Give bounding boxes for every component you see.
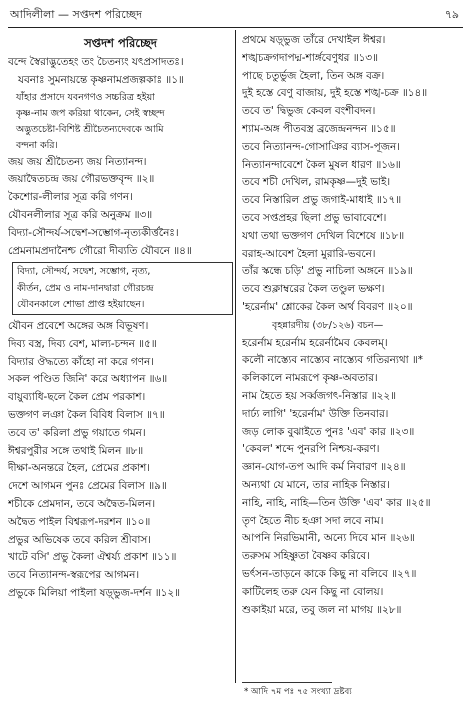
page-number: ৭৯	[444, 7, 459, 21]
verse-line: তবে সপ্তপ্রহর ছিলা প্রভু ভাবাবেশে।	[242, 211, 387, 224]
verse-line: যবনাঃ সুমনায়ন্তে কৃষ্ণনামপ্রজল্পকাঃ ॥১॥	[18, 73, 184, 86]
verse-line: নাম হৈতে হয় সর্ব্বজগৎ-নিস্তার ॥২২॥	[242, 389, 396, 402]
verse-line: শুকাইয়া মরে, তবু জল না মাগয় ॥২৮॥	[242, 603, 402, 616]
verse-line: তৃণ হৈতে নীচ হঞা সদা লবে নাম।	[242, 514, 384, 527]
verse-line: আপনি নিরভিমানী, অন্যে দিবে মান ॥২৬॥	[242, 532, 415, 545]
verse-line: জ্ঞান-যোগ-তপ আদি কর্ম নিবারণ ॥২৪॥	[242, 461, 406, 474]
verse-line: বিদ্যার ঔদ্ধত্যে কাঁহো না করে গণন।	[8, 355, 154, 368]
verse-line: জয়াদ্বৈতচন্দ্র জয় গৌরভক্তবৃন্দ ॥২॥	[8, 173, 155, 186]
chapter-heading: সপ্তদশ পরিচ্ছেদ	[84, 36, 157, 50]
verse-line: বন্দে স্বৈরাদ্ভুতেহং তং চৈতন্যং যৎপ্রসাদতঃ।	[8, 56, 184, 68]
verse-line: সকল পণ্ডিত জিনি' করে অধ্যাপন ॥৬॥	[8, 373, 168, 386]
verse-line: বিদ্যা-সৌন্দর্য-সদ্বেশ-সম্ভোগ-নৃত্যকীর্ত্তনৈঃ।	[8, 226, 179, 239]
commentary-line: কৃষ্ণ-নাম জপ করিয়া থাকেন, সেই স্বচ্ছন্দ	[16, 107, 165, 119]
verse-line: নাহি, নাহি, নাহি—তিন উক্তি 'এব' কার ॥২৫॥	[242, 496, 431, 509]
verse-line: 'হরের্নাম' শ্লোকের কৈল অর্থ বিবরণ ॥২০॥	[242, 300, 413, 313]
verse-line: দীক্ষা-অনন্তরে হৈল, প্রেমের প্রকাশ।	[8, 462, 151, 475]
verse-line: কৈশোর-লীলার সূত্র করি গণন।	[8, 191, 133, 204]
verse-line: তবে ত' দ্বিভুজ কেবল বংশীবদন।	[242, 105, 376, 118]
verse-line: ভর্ৎসন-তাড়নে কাকে কিছু না বলিবে ॥২৭॥	[242, 567, 417, 580]
column-divider	[235, 30, 236, 683]
verse-line: 'কেবল' শব্দে পুনরপি নিশ্চয়-করণ।	[242, 443, 380, 456]
verse-line: তবে শচী দেখিল, রামকৃষ্ণ—দুই ভাই।	[242, 176, 391, 189]
verse-line: প্রভুর অভিষেক তবে করিল শ্রীবাস।	[8, 533, 151, 546]
verse-line: জয় জয় শ্রীচৈতন্য জয় নিত্যানন্দ।	[8, 155, 147, 168]
running-header	[10, 6, 459, 24]
verse-line: শ্যাম-অঙ্গ পীতবস্ত্র ব্রজেন্দ্রনন্দন ॥১৫॥	[242, 122, 396, 135]
verse-line: অন্যথা যে মানে, তার নাহিক নিস্তার।	[242, 478, 390, 491]
verse-line: তবে ত' করিলা প্রভু গয়াতে গমন।	[8, 426, 146, 439]
footnote-rule	[242, 682, 332, 683]
quote-line: হরের্নাম হরের্নাম হরের্নামৈব কেবলম্।	[242, 336, 388, 349]
verse-line: শঙ্খচক্রগদাপদ্ম-শার্ঙ্গবেণুধর ॥১৩॥	[242, 51, 378, 64]
commentary-line: যৌবনকালে শোভা প্রাপ্ত হইয়াছেন।	[17, 298, 145, 310]
verse-line: দেশে আগমন পুনঃ প্রেমের বিলাস ॥৯॥	[8, 480, 167, 493]
commentary-line: বন্দনা করি।	[16, 139, 58, 151]
verse-line: ঈশ্বরপুরীর সঙ্গে তথাই মিলন ॥৮॥	[8, 444, 144, 457]
verse-line: শচীকে প্রেমদান, তবে অদ্বৈত-মিলন।	[8, 497, 156, 510]
verse-line: অদ্বৈত পাইল বিশ্বরূপ-দরশন ॥১০॥	[8, 515, 151, 528]
commentary-line: অদ্ভুতচেষ্টা-বিশিষ্ট শ্রীচৈতন্যদেবকে আমি	[16, 123, 164, 135]
running-title: আদিলীলা — সপ্তদশ পরিচ্ছেদ	[10, 7, 142, 21]
verse-line: দার্ঢ্য লাগি' 'হরের্নাম' উক্তি তিনবার।	[242, 407, 389, 420]
verse-line: তবে শুক্লাম্বরের কৈল তণ্ডুল ভক্ষণ।	[242, 283, 385, 296]
commentary-line: বিদ্যা, সৌন্দর্য, সদ্বেশ, সম্ভোগ, নৃত্য,	[17, 266, 151, 278]
verse-line: প্রথমে ষড়্ভুজ তাঁরে দেখাইল ঈশ্বর।	[242, 34, 386, 46]
verse-line: বরাহ-আবেশ হৈলা মুরারি-ভবনে।	[242, 247, 376, 260]
right-column	[242, 32, 467, 619]
verse-line: খাটে বসি' প্রভু কৈলা ঐশ্বর্য্য প্রকাশ ॥১১॥	[8, 551, 177, 564]
verse-line: যৌবন প্রবেশে অঙ্গের অঙ্গ বিভূষণ।	[8, 319, 149, 332]
commentary-box	[12, 262, 233, 315]
verse-line: তবে নিস্তারিল প্রভু জগাই-মাধাই ॥১৭॥	[242, 194, 402, 207]
verse-line: জড় লোক বুঝাইতে পুনঃ 'এব' কার ॥২৩॥	[242, 425, 415, 438]
left-column	[8, 32, 233, 603]
verse-line: যথা তথা ভক্তগণ দেখিল বিশেষে ॥১৮॥	[242, 229, 405, 242]
header-rule	[8, 27, 463, 28]
verse-line: প্রেমনামপ্রদানৈশ্চ গৌরো দীব্যতি যৌবনে ॥৪॥	[8, 244, 192, 257]
verse-line: দুই হস্তে বেণু বাজায়, দুই হস্তে শঙ্খ-চক্র ॥১৪॥	[242, 87, 428, 100]
verse-line: বায়ুব্যাধি-ছলে কৈল প্রেম পরকাশ।	[8, 391, 146, 404]
verse-line: দিব্য বস্ত্র, দিব্য বেশ, মাল্য-চন্দন ॥৫॥	[8, 337, 157, 350]
verse-line: তরুসম সহিষ্ণুতা বৈষ্ণব করিবে।	[242, 550, 370, 563]
quote-source: বৃহন্নারদীয় (৩৮/১২৬) বচন—	[272, 319, 384, 331]
footnote: * আদি ৭ম পঃ ৭৫ সংখ্যা দ্রষ্টব্য	[244, 687, 352, 697]
commentary-line: কীর্তন, প্রেম ও নাম-দানদ্বারা গৌরচন্দ্র	[17, 282, 154, 294]
verse-line: ভক্তগণ লঞা কৈল বিবিধ বিলাস ॥৭॥	[8, 408, 165, 421]
verse-line: কাটিলেহ তরু যেন কিছু না বোলয়।	[242, 585, 384, 598]
quote-line: কলৌ নাস্ত্যেব নাস্ত্যেব নাস্ত্যেব গতিরন্যথা ॥*	[242, 354, 423, 367]
commentary-line: যাঁহার প্রসাদে যবনগণও সচ্চরিত্র হইয়া	[16, 91, 155, 103]
verse-line: প্রভুকে মিলিয়া পাইলা ষড়্ভুজ-দর্শন ॥১২॥	[8, 586, 180, 599]
verse-line: পাছে চতুর্ভুজ হৈলা, তিন অঙ্গ বক্র।	[242, 69, 385, 82]
verse-line: নিত্যানন্দাবেশে কৈল মুষল ধারণ ॥১৬॥	[242, 158, 401, 171]
verse-line: তবে নিত্যানন্দ-স্বরূপের আগমন।	[8, 569, 140, 582]
verse-line: যৌবনলীলার সূত্র করি অনুক্রম ॥৩॥	[8, 208, 153, 221]
verse-line: তবে নিত্যানন্দ-গোসাঞির ব্যাস-পূজন।	[242, 140, 400, 153]
verse-line: তাঁর স্কন্ধে চড়ি' প্রভু নাচিলা অঙ্গনে ॥১৯॥	[242, 265, 413, 278]
verse-line: কলিকালে নামরূপে কৃষ্ণ-অবতার।	[242, 372, 378, 385]
